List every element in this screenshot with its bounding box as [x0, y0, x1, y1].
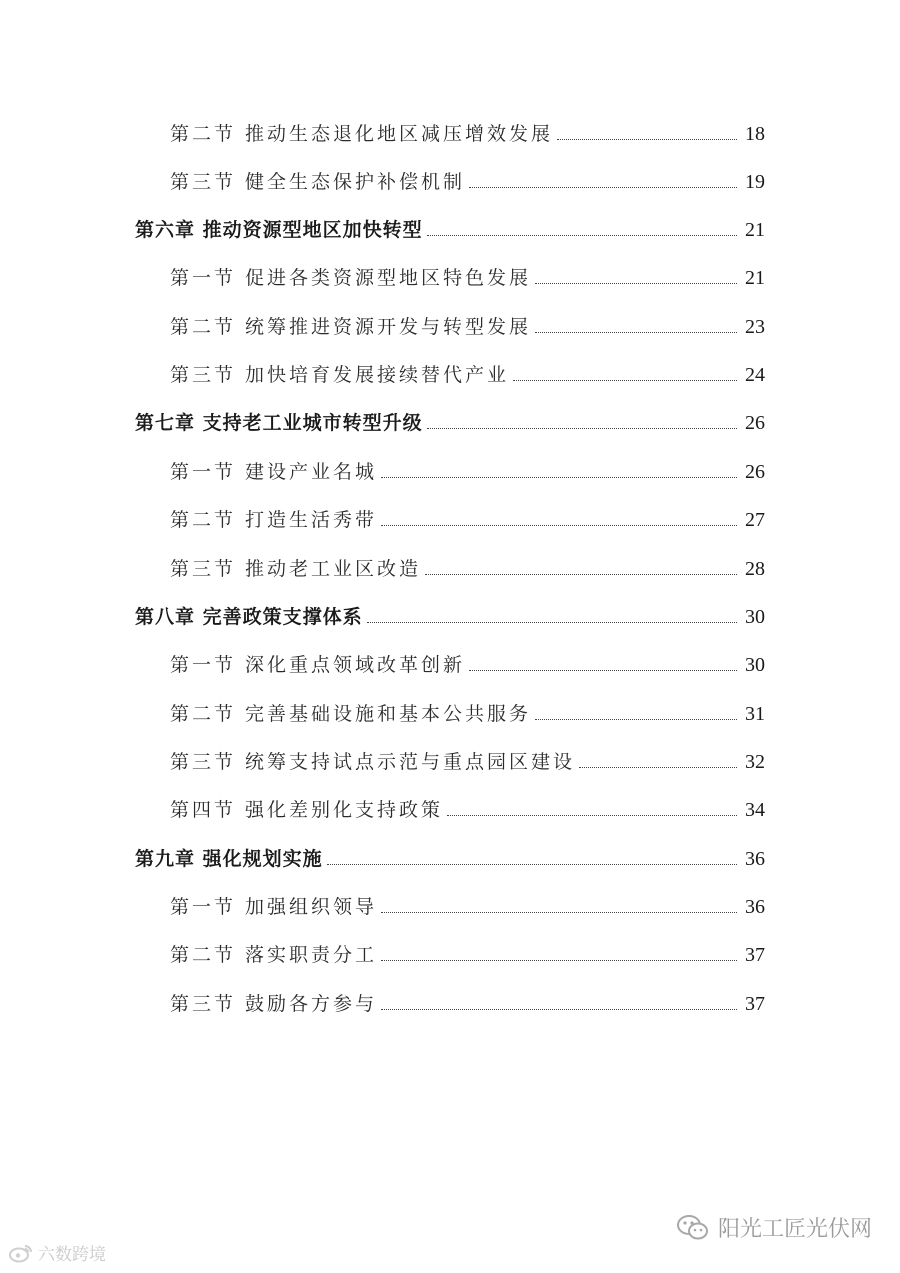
dot-leader [535, 283, 737, 284]
toc-page-number: 19 [745, 171, 765, 193]
toc-page-number: 23 [745, 316, 765, 338]
toc-page-number: 32 [745, 751, 765, 773]
weibo-icon [8, 1243, 34, 1263]
dot-leader [381, 960, 737, 961]
dot-leader [427, 428, 737, 429]
toc-entry[interactable] [170, 262, 765, 290]
toc-label: 第九章 强化规划实施 [135, 848, 323, 870]
toc-label: 第二节 推动生态退化地区减压增效发展 [170, 123, 554, 145]
toc-entry[interactable] [170, 311, 765, 339]
toc-page-number: 30 [745, 654, 765, 676]
dot-leader [469, 187, 737, 188]
toc-entry[interactable] [170, 118, 765, 146]
toc-entry[interactable] [170, 649, 765, 677]
dot-leader [425, 574, 737, 575]
toc-page-number: 18 [745, 123, 765, 145]
toc-chapter[interactable] [135, 843, 765, 871]
dot-leader [579, 767, 737, 768]
toc-page-number: 21 [745, 267, 765, 289]
toc-page-number: 26 [745, 412, 765, 434]
watermark-left [8, 1240, 106, 1265]
toc-page-number: 30 [745, 606, 765, 628]
toc-page-number: 24 [745, 364, 765, 386]
toc-label: 第六章 推动资源型地区加快转型 [135, 219, 423, 241]
toc-label: 第三节 统筹支持试点示范与重点园区建设 [170, 751, 576, 773]
toc-page-number: 26 [745, 461, 765, 483]
toc-page-number: 34 [745, 799, 765, 821]
toc-entry[interactable] [170, 359, 765, 387]
dot-leader [535, 332, 737, 333]
toc-label: 第二节 统筹推进资源开发与转型发展 [170, 316, 532, 338]
watermark-right [676, 1212, 872, 1243]
toc-label: 第三节 推动老工业区改造 [170, 558, 422, 580]
toc-page-number: 36 [745, 848, 765, 870]
dot-leader [427, 235, 737, 236]
toc-page-number: 36 [745, 896, 765, 918]
toc-page-number: 21 [745, 219, 765, 241]
dot-leader [367, 622, 737, 623]
toc-entry[interactable] [170, 166, 765, 194]
toc-entry[interactable] [170, 746, 765, 774]
toc-page-number: 37 [745, 993, 765, 1015]
toc-entry[interactable] [170, 553, 765, 581]
toc-label: 第一节 建设产业名城 [170, 461, 378, 483]
dot-leader [535, 719, 737, 720]
toc-entry[interactable] [170, 698, 765, 726]
toc-page-number: 31 [745, 703, 765, 725]
toc-entry[interactable] [170, 456, 765, 484]
toc-chapter[interactable] [135, 407, 765, 435]
dot-leader [447, 815, 737, 816]
toc-entry[interactable] [170, 939, 765, 967]
toc-page-number: 27 [745, 509, 765, 531]
toc-label: 第四节 强化差别化支持政策 [170, 799, 444, 821]
toc-entry[interactable] [170, 794, 765, 822]
toc-label: 第二节 打造生活秀带 [170, 509, 378, 531]
toc-label: 第三节 鼓励各方参与 [170, 993, 378, 1015]
toc-chapter[interactable] [135, 214, 765, 242]
dot-leader [557, 139, 737, 140]
toc-label: 第三节 健全生态保护补偿机制 [170, 171, 466, 193]
toc-label: 第一节 深化重点领域改革创新 [170, 654, 466, 676]
toc-label: 第三节 加快培育发展接续替代产业 [170, 364, 510, 386]
watermark-left-text: 六数跨境 [38, 1245, 106, 1265]
toc-entry[interactable] [170, 988, 765, 1016]
dot-leader [381, 1009, 737, 1010]
toc-label: 第二节 完善基础设施和基本公共服务 [170, 703, 532, 725]
toc-entry[interactable] [170, 504, 765, 532]
toc-label: 第二节 落实职责分工 [170, 944, 378, 966]
dot-leader [381, 525, 737, 526]
dot-leader [469, 670, 737, 671]
toc-entry[interactable] [170, 891, 765, 919]
toc-page-number: 37 [745, 944, 765, 966]
dot-leader [327, 864, 737, 865]
dot-leader [381, 912, 737, 913]
toc-page-number: 28 [745, 558, 765, 580]
toc-chapter[interactable] [135, 601, 765, 629]
wechat-icon [676, 1213, 710, 1243]
watermark-right-text: 阳光工匠光伏网 [717, 1217, 872, 1242]
toc-label: 第一节 促进各类资源型地区特色发展 [170, 267, 532, 289]
toc-label: 第八章 完善政策支撑体系 [135, 606, 363, 628]
toc-label: 第一节 加强组织领导 [170, 896, 378, 918]
toc-label: 第七章 支持老工业城市转型升级 [135, 412, 423, 434]
dot-leader [381, 477, 737, 478]
dot-leader [513, 380, 737, 381]
